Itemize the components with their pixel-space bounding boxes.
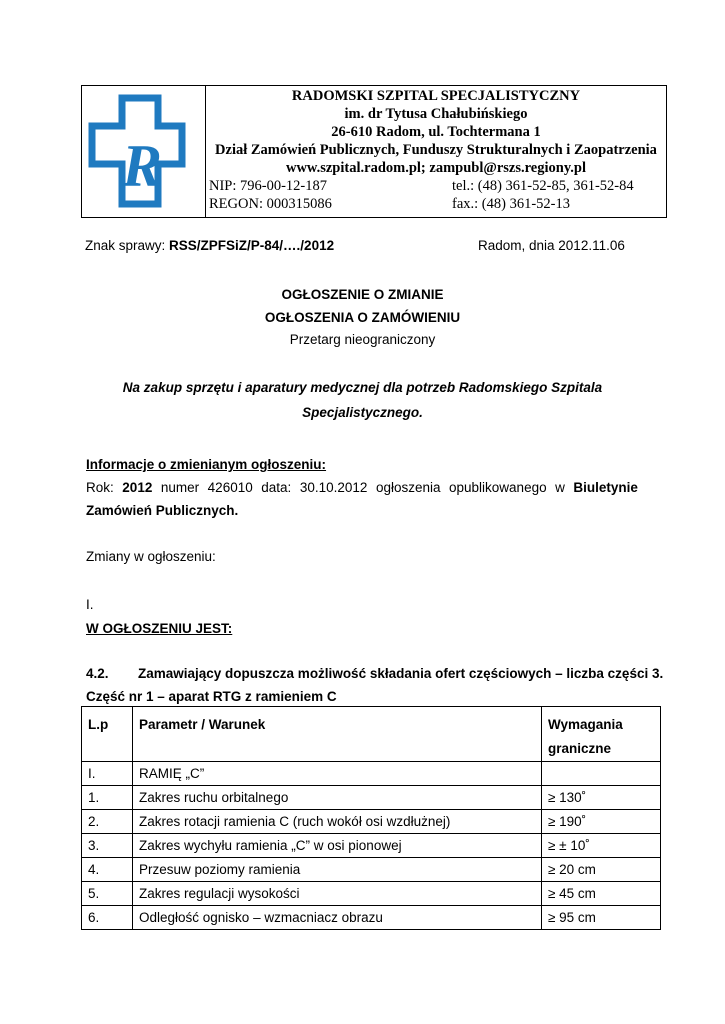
regon: REGON: 000315086 — [209, 196, 332, 212]
institution-address: 26-610 Radom, ul. Tochtermana 1 — [331, 124, 541, 140]
title-line-2: OGŁOSZENIA O ZAMÓWIENIU — [264, 310, 461, 325]
table-row — [82, 882, 661, 906]
nip: NIP: 796-00-12-187 — [209, 178, 328, 194]
row-requirement: ≥ 45 cm — [542, 882, 661, 906]
pub-text-1: ogłoszenia — [375, 480, 441, 495]
table-row — [82, 834, 661, 858]
requirements-table — [81, 706, 661, 930]
row-requirement: ≥ 95 cm — [542, 906, 661, 930]
header-parameter: Parametr / Warunek — [133, 707, 542, 762]
section-heading: W OGŁOSZENIU JEST: — [86, 621, 233, 636]
fax: fax.: (48) 361-52-13 — [452, 196, 570, 212]
row-lp: 5. — [82, 882, 133, 906]
row-parameter: Zakres regulacji wysokości — [133, 882, 542, 906]
nip-tel-line — [206, 177, 666, 195]
letterhead — [81, 85, 667, 218]
place-date: Radom, dnia 2012.11.06 — [478, 238, 625, 253]
row-lp: 4. — [82, 858, 133, 882]
row-requirement — [542, 762, 661, 786]
bulletin-word-1: Biuletynie — [573, 480, 638, 495]
case-number: RSS/ZPFSiZ/P-84/…./2012 — [169, 238, 335, 253]
row-parameter: Zakres ruchu orbitalnego — [133, 786, 542, 810]
logo-letter: R — [122, 133, 163, 199]
row-lp: 1. — [82, 786, 133, 810]
info-line — [86, 480, 638, 495]
row-requirement: ≥ ± 10˚ — [542, 834, 661, 858]
letterhead-text — [206, 86, 666, 213]
rok-value: 2012 — [122, 480, 153, 495]
numer-value: 426010 — [207, 480, 253, 495]
bulletin-word-2: Zamówień Publicznych. — [86, 503, 239, 518]
case-reference — [85, 238, 334, 253]
row-requirement: ≥ 130˚ — [542, 786, 661, 810]
table-header-row — [82, 707, 661, 762]
row-lp: 3. — [82, 834, 133, 858]
case-label: Znak sprawy: — [85, 238, 170, 253]
row-parameter: Odległość ognisko – wzmacniacz obrazu — [133, 906, 542, 930]
row-parameter: Przesuw poziomy ramienia — [133, 858, 542, 882]
header-requirements: Wymagania graniczne — [542, 707, 661, 762]
header-lp: L.p — [82, 707, 133, 762]
part-title: Część nr 1 – aparat RTG z ramieniem C — [86, 689, 337, 704]
table-row — [82, 858, 661, 882]
table-row — [82, 762, 661, 786]
row-parameter: Zakres wychyłu ramienia „C” w osi pionowej — [133, 834, 542, 858]
row-lp: I. — [82, 762, 133, 786]
row-parameter: RAMIĘ „C” — [133, 762, 542, 786]
tender-type: Przetarg nieograniczony — [289, 332, 436, 347]
rok-label: Rok: — [86, 480, 114, 495]
title-line-1: OGŁOSZENIE O ZMIANIE — [281, 287, 444, 302]
data-value: 30.10.2012 — [299, 480, 368, 495]
table-row — [82, 810, 661, 834]
section-number: I. — [86, 597, 94, 612]
cross-r-logo-icon — [82, 86, 205, 217]
pub-text-2: opublikowanego — [449, 480, 547, 495]
row-lp: 6. — [82, 906, 133, 930]
clause-number: 4.2. — [86, 666, 109, 681]
data-label: data: — [261, 480, 292, 495]
clause-text: Zamawiający dopuszcza możliwość składania ofert częściowych – liczba części 3. — [138, 666, 664, 681]
changes-label: Zmiany w ogłoszeniu: — [86, 549, 216, 564]
row-requirement: ≥ 20 cm — [542, 858, 661, 882]
subject-line-2: Specjalistycznego. — [302, 405, 423, 420]
table-row — [82, 906, 661, 930]
info-heading: Informacje o zmienianym ogłoszeniu: — [86, 457, 327, 472]
row-requirement: ≥ 190˚ — [542, 810, 661, 834]
pub-text-3: w — [555, 480, 565, 495]
row-lp: 2. — [82, 810, 133, 834]
numer-label: numer — [160, 480, 200, 495]
subject-line-1: Na zakup sprzętu i aparatury medycznej dla potrzeb Radomskiego Szpitala — [122, 380, 603, 395]
row-parameter: Zakres rotacji ramienia C (ruch wokół osi wzdłużnej) — [133, 810, 542, 834]
department-name: Dział Zamówień Publicznych, Funduszy Strukturalnych i Zaopatrzenia — [215, 142, 657, 158]
web-email: www.szpital.radom.pl; zampubl@rszs.regiony.pl — [285, 160, 587, 176]
table-row — [82, 786, 661, 810]
institution-patron: im. dr Tytusa Chałubińskiego — [344, 106, 528, 122]
regon-fax-line — [206, 195, 666, 213]
phone: tel.: (48) 361-52-85, 361-52-84 — [452, 178, 634, 194]
institution-name: RADOMSKI SZPITAL SPECJALISTYCZNY — [291, 88, 581, 104]
hospital-logo — [82, 86, 206, 217]
